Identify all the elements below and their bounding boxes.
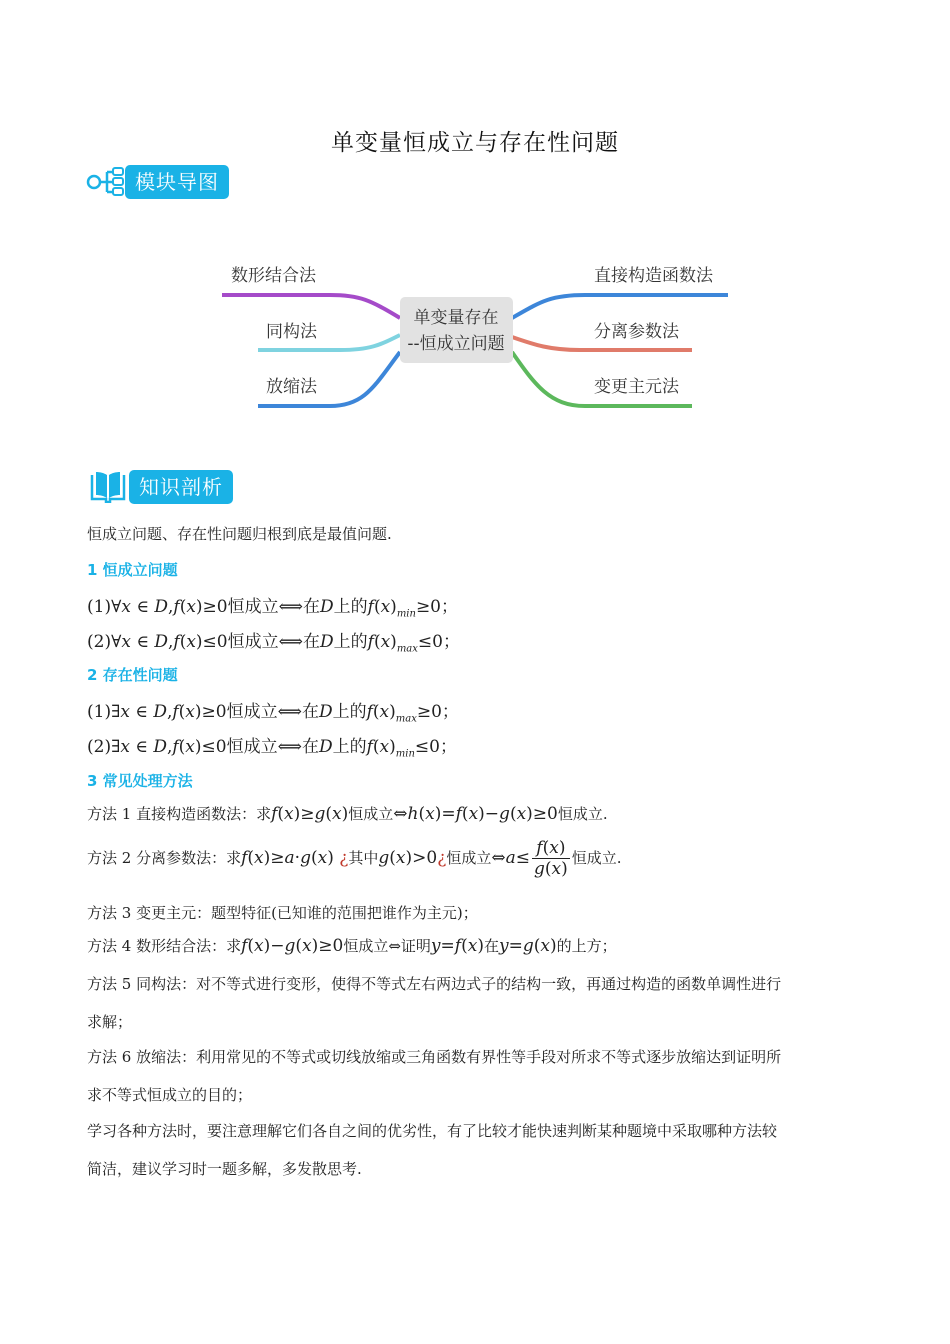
section-3-heading: 3 常见处理方法 xyxy=(87,772,193,790)
rule-1-2: (2)∀x ∈ D,f(x)≤0恒成立⟺在D上的$f(x)_{max}\le 0$； xyxy=(87,632,460,655)
branch-right-1 xyxy=(512,295,728,318)
mindmap xyxy=(0,0,950,430)
rule-2-1: (1)∃x ∈ D,f(x)≥0恒成立⟺在D上的$f(x)_{max}\ge 0$； xyxy=(87,702,459,725)
method-1: 方法 1 直接构造函数法：求f(x)≥g(x)恒成立⇔h(x)=f(x)−g(x)≥0恒成立. xyxy=(87,804,608,824)
mindmap-left-3: 放缩法 xyxy=(266,377,317,397)
knowledge-badge: 知识剖析 xyxy=(129,470,233,504)
module-map-badge: 模块导图 xyxy=(125,165,229,199)
study-line1: 学习各种方法时，要注意理解它们各自之间的优劣性，有了比较才能快速判断某种题境中采取哪种方法较 xyxy=(87,1122,778,1140)
method-4: 方法 4 数形结合法：求f(x)−g(x)≥0恒成立⇔证明y=f(x)在y=g(x)的上方； xyxy=(87,936,617,956)
mindmap-right-3: 变更主元法 xyxy=(594,377,679,397)
rule-1-1: (1)∀x ∈ D,f(x)≥0恒成立⟺在D上的$f(x)_{min}\ge 0$； xyxy=(87,597,458,620)
method-6-line2: 求不等式恒成立的目的； xyxy=(87,1086,253,1104)
mindmap-center-line2: --恒成立问题 xyxy=(407,334,505,354)
section-2-heading: 2 存在性问题 xyxy=(87,666,178,684)
rule-2-2: (2)∃x ∈ D,f(x)≤0恒成立⟺在D上的$f(x)_{min}\le 0$； xyxy=(87,737,457,760)
mindmap-right-1: 直接构造函数法 xyxy=(594,266,713,286)
page-title: 单变量恒成立与存在性问题 xyxy=(331,130,619,156)
method-6-line1: 方法 6 放缩法：利用常见的不等式或切线放缩或三角函数有界性等手段对所求不等式逐步放缩达到证明所 xyxy=(87,1048,782,1066)
method-3: 方法 3 变更主元：题型特征(已知谁的范围把谁作为主元)； xyxy=(87,904,478,922)
method-5-line1: 方法 5 同构法：对不等式进行变形，使得不等式左右两边式子的结构一致，再通过构造的函数单调性进行 xyxy=(87,975,782,993)
method-2: 方法 2 分离参数法：求f(x)≥a·g(x) ¿其中g(x)>0¿恒成立⇔a≤ $\frac{f(x)}{g(x)}$ 恒成立. xyxy=(87,838,622,879)
mindmap-left-2: 同构法 xyxy=(266,322,317,342)
study-line2: 简洁，建议学习时一题多解，多发散思考. xyxy=(87,1160,362,1178)
mindmap-right-2: 分离参数法 xyxy=(594,322,679,342)
section-1-heading: 1 恒成立问题 xyxy=(87,561,178,579)
mindmap-left-1: 数形结合法 xyxy=(231,266,316,286)
branch-left-1 xyxy=(222,295,400,318)
intro-text: 恒成立问题、存在性问题归根到底是最值问题. xyxy=(87,525,392,543)
method-5-line2: 求解； xyxy=(87,1013,133,1031)
mindmap-center-line1: 单变量存在 xyxy=(413,308,499,328)
rule-1-1-word: 恒成立 xyxy=(227,597,279,617)
book-icon xyxy=(89,469,127,503)
